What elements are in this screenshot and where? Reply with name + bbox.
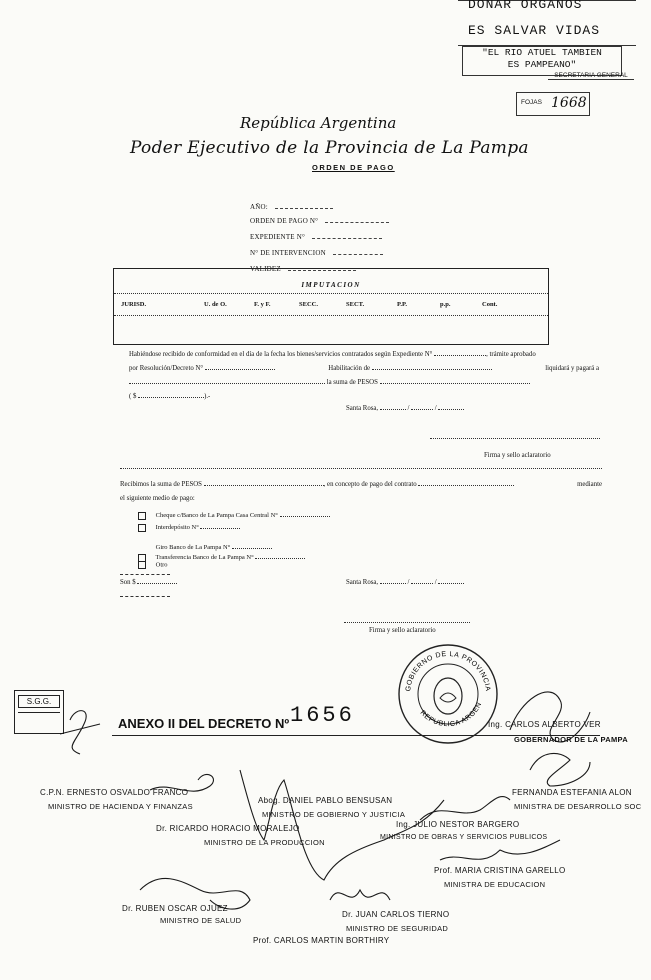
col-pp-lower: p.p. bbox=[440, 301, 451, 308]
field-intervencion-label: N° DE INTERVENCION bbox=[250, 249, 326, 257]
checkbox-otro[interactable] bbox=[138, 561, 146, 569]
para-text-2b: Habilitación de bbox=[328, 365, 370, 372]
option-transferencia-label: Transferencia Banco de La Pampa N° bbox=[155, 554, 254, 561]
stamp-line-1: DONAR ORGANOS bbox=[468, 0, 583, 12]
sig-name-bensusan: Abog. DANIEL PABLO BENSUSAN bbox=[258, 796, 393, 805]
para-line-1 bbox=[129, 348, 599, 362]
son-blank[interactable] bbox=[137, 576, 177, 584]
interdeposito-number-blank[interactable] bbox=[200, 521, 240, 529]
expediente-blank[interactable] bbox=[434, 348, 486, 356]
santa-rosa-1-label: Santa Rosa, bbox=[346, 405, 379, 412]
habilitacion-blank[interactable] bbox=[372, 362, 492, 370]
signature-alonso bbox=[530, 753, 590, 786]
recibimos-paragraph bbox=[120, 478, 602, 506]
firma-line-1 bbox=[430, 438, 600, 439]
date1-year[interactable] bbox=[438, 402, 464, 410]
poder-ejecutivo-heading: Poder Ejecutivo de la Provincia de La Pampa bbox=[130, 138, 529, 158]
sig-title-tierno: MINISTRO DE SEGURIDAD bbox=[346, 924, 449, 933]
sig-name-bargero: Ing. JULIO NESTOR BARGERO bbox=[396, 820, 520, 829]
sig-name-governor: Ing. CARLOS ALBERTO VER bbox=[488, 720, 601, 729]
sig-title-franco: MINISTRO DE HACIENDA Y FINANZAS bbox=[48, 802, 193, 811]
sig-name-garello: Prof. MARIA CRISTINA GARELLO bbox=[434, 866, 566, 875]
date2-month[interactable] bbox=[411, 576, 433, 584]
firma-line-2 bbox=[344, 622, 470, 623]
anexo-number: 1656 bbox=[290, 703, 355, 728]
sig-title-bargero: MINISTRO DE OBRAS Y SERVICIOS PUBLICOS bbox=[380, 834, 548, 841]
resolucion-blank[interactable] bbox=[205, 362, 275, 370]
imputacion-mid-rule bbox=[114, 315, 548, 316]
col-f-y-f: F. y F. bbox=[254, 301, 271, 308]
checkbox-cheque[interactable] bbox=[138, 512, 146, 520]
stamp-line-2: ES SALVAR VIDAS bbox=[468, 23, 601, 38]
field-orden bbox=[250, 210, 430, 226]
sig-title-moralejo: MINISTRO DE LA PRODUCCION bbox=[204, 838, 325, 847]
government-seal bbox=[396, 642, 500, 746]
date2-day[interactable] bbox=[380, 576, 406, 584]
field-anio-label: AÑO: bbox=[250, 203, 268, 211]
col-sect: SECT. bbox=[346, 301, 365, 308]
field-anio bbox=[250, 196, 430, 210]
sig-name-alonso: FERNANDA ESTEFANIA ALON bbox=[512, 788, 632, 797]
option-cheque-label: Cheque c/Banco de La Pampa Casa Central N° bbox=[155, 512, 278, 519]
field-expediente bbox=[250, 226, 430, 242]
sig-name-tierno: Dr. JUAN CARLOS TIERNO bbox=[342, 910, 450, 919]
fojas-label: FOJAS bbox=[521, 99, 542, 106]
santa-rosa-date-1: Santa Rosa, / / bbox=[346, 402, 464, 416]
seal-text-top: GOBIERNO DE LA PROVINCIA bbox=[405, 650, 491, 692]
field-intervencion-blank[interactable] bbox=[333, 248, 383, 255]
son-bottom-rule bbox=[120, 596, 170, 597]
col-secc: SECC. bbox=[299, 301, 318, 308]
separator-rule bbox=[120, 468, 602, 469]
date1-month[interactable] bbox=[411, 402, 433, 410]
field-anio-blank[interactable] bbox=[275, 202, 333, 209]
sig-title-ojuez: MINISTRO DE SALUD bbox=[160, 916, 242, 925]
option-cheque bbox=[138, 509, 330, 521]
para-text-1b: , trámite aprobado bbox=[486, 351, 536, 358]
para-text-2c: liquidará y pagará a bbox=[545, 365, 599, 372]
signature-bargero bbox=[420, 797, 510, 821]
para-text-4: ( $ bbox=[129, 393, 137, 400]
option-giro-label: Giro Banco de La Pampa N° bbox=[155, 544, 231, 551]
seal-text-bottom: REPUBLICA ARGEN bbox=[418, 701, 484, 729]
option-giro bbox=[138, 541, 330, 551]
sig-name-moralejo: Dr. RICARDO HORACIO MORALEJO bbox=[156, 824, 300, 833]
sig-title-alonso: MINISTRA DE DESARROLLO SOC bbox=[514, 802, 642, 811]
firma-label-1: Firma y sello aclaratorio bbox=[484, 452, 551, 459]
sig-name-franco: C.P.N. ERNESTO OSVALDO FRANCO bbox=[40, 788, 189, 797]
sgg-rule bbox=[18, 712, 60, 713]
para-text-2a: por Resolución/Decreto N° bbox=[129, 365, 204, 372]
col-u-de-o: U. de O. bbox=[204, 301, 227, 308]
header-fields bbox=[250, 196, 430, 274]
para-text-3: la suma de PESOS bbox=[326, 379, 378, 386]
sig-name-borthiry: Prof. CARLOS MARTIN BORTHIRY bbox=[253, 936, 390, 945]
beneficiario-blank[interactable] bbox=[129, 376, 325, 384]
col-cont: Cont. bbox=[482, 301, 498, 308]
field-expediente-blank[interactable] bbox=[312, 232, 382, 239]
sig-title-governor: GOBERNADOR DE LA PAMPA bbox=[514, 735, 628, 744]
giro-number-blank[interactable] bbox=[232, 541, 272, 549]
concepto-text: , en concepto de pago del contrato bbox=[323, 481, 417, 488]
firma-label-2: Firma y sello aclaratorio bbox=[369, 627, 436, 634]
sgg-stamp bbox=[14, 690, 64, 734]
recibimos-text: Recibimos la suma de PESOS bbox=[120, 481, 202, 488]
seal-icon bbox=[396, 642, 500, 746]
cheque-number-blank[interactable] bbox=[280, 509, 330, 517]
checkbox-interdeposito[interactable] bbox=[138, 524, 146, 532]
option-interdeposito-label: Interdepósito N° bbox=[155, 524, 199, 531]
col-pp-upper: P.P. bbox=[397, 301, 407, 308]
para-text-4b: ).- bbox=[204, 393, 211, 400]
field-orden-blank[interactable] bbox=[325, 216, 389, 223]
santa-rosa-date-2: Santa Rosa, / / bbox=[346, 576, 464, 590]
date2-year[interactable] bbox=[438, 576, 464, 584]
col-jurisd: JURISD. bbox=[121, 301, 147, 308]
field-intervencion bbox=[250, 242, 430, 258]
para-line-2 bbox=[129, 362, 599, 376]
signature-garello bbox=[440, 840, 560, 860]
medio-text: el siguiente medio de pago: bbox=[120, 495, 195, 502]
option-transferencia bbox=[138, 551, 330, 561]
mediante-text: mediante bbox=[577, 481, 602, 488]
son-label: Son $ bbox=[120, 579, 136, 586]
imputacion-top-rule bbox=[114, 293, 548, 294]
sgg-label: S.G.G. bbox=[18, 695, 60, 708]
signature-tierno bbox=[330, 890, 390, 900]
transferencia-number-blank[interactable] bbox=[255, 551, 305, 559]
option-otro bbox=[138, 561, 330, 573]
recibimos-line-1 bbox=[120, 478, 602, 492]
imputacion-title: IMPUTACION bbox=[301, 281, 361, 289]
sig-name-ojuez: Dr. RUBEN OSCAR OJUEZ bbox=[122, 904, 228, 913]
orden-de-pago-title: ORDEN DE PAGO bbox=[312, 163, 395, 172]
date1-day[interactable] bbox=[380, 402, 406, 410]
option-otro-label: Otro bbox=[155, 561, 168, 569]
secretaria-general-label: SECRETARIA GENERAL bbox=[548, 72, 634, 80]
anexo-label: ANEXO II DEL DECRETO Nº bbox=[118, 716, 290, 731]
stamp-line-3: "EL RIO ATUEL TAMBIEN bbox=[482, 47, 602, 58]
stamp-line-4: ES PAMPEANO" bbox=[507, 59, 577, 70]
contrato-blank[interactable] bbox=[418, 478, 514, 486]
son-row bbox=[120, 576, 177, 590]
son-top-rule bbox=[120, 574, 170, 575]
republica-argentina-heading: República Argentina bbox=[240, 114, 397, 132]
signature-margin bbox=[60, 711, 100, 754]
conformidad-paragraph bbox=[129, 348, 599, 404]
imputacion-table bbox=[113, 268, 549, 345]
field-expediente-label: EXPEDIENTE N° bbox=[250, 233, 305, 241]
stamp-donar-organos bbox=[458, 0, 636, 46]
recibimos-blank[interactable] bbox=[204, 478, 324, 486]
pesos-blank[interactable] bbox=[380, 376, 530, 384]
field-validez-label: VALIDEZ bbox=[250, 265, 281, 273]
field-orden-label: ORDEN DE PAGO N° bbox=[250, 217, 319, 225]
option-interdeposito bbox=[138, 521, 330, 537]
santa-rosa-2-label: Santa Rosa, bbox=[346, 579, 379, 586]
payment-options bbox=[138, 509, 330, 573]
sig-title-bensusan: MINISTRO DE GOBIERNO Y JUSTICIA bbox=[262, 810, 406, 819]
monto-blank[interactable] bbox=[138, 390, 204, 398]
para-text-1: Habiéndose recibido de conformidad en el día de la fecha los bienes/servicios contratados según Expediente N° bbox=[129, 351, 433, 358]
fojas-box bbox=[516, 92, 590, 116]
sig-title-garello: MINISTRA DE EDUCACION bbox=[444, 880, 546, 889]
para-line-3 bbox=[129, 376, 599, 390]
fojas-number: 1668 bbox=[551, 95, 587, 111]
